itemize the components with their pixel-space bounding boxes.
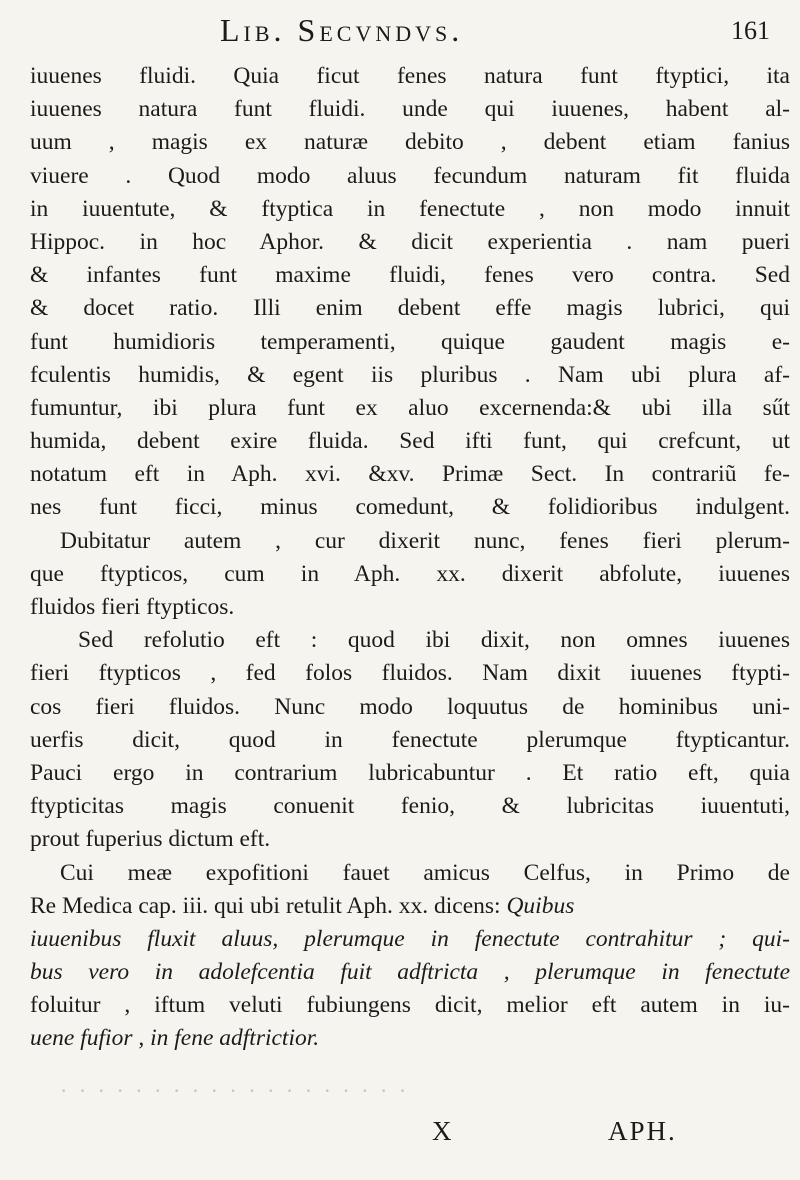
- text-line: Dubitatur autem , cur dixerit nunc, fenes fieri plerum-: [60, 527, 790, 554]
- running-title: Lib. Secvndvs.: [220, 12, 464, 48]
- quote-line: bus vero in adolefcentia fuit adftricta , plerumque in fenectute: [30, 959, 790, 986]
- body-text: [30, 60, 790, 1056]
- text-line: prout fuperius dictum eft.: [30, 826, 271, 853]
- text-line-main: Re Medica cap. iii. qui ubi retulit Aph. xx. dicens:: [30, 892, 501, 919]
- text-line: viuere . Quod modo aluus fecundum naturam fit fluida: [30, 162, 790, 189]
- text-line: foluitur , iftum veluti fubiungens dicit, melior eft autem in iu-: [30, 992, 790, 1019]
- text-line: in iuuentute, & ftyptica in fenectute , non modo innuit: [30, 195, 790, 222]
- quote-lead-in: Quibus: [506, 892, 575, 919]
- text-line: fluidos fieri ftypticos.: [30, 594, 235, 620]
- text-line: humida, debent exire fluida. Sed ifti funt, qui crefcunt, ut: [30, 428, 790, 455]
- catchword: APH.: [608, 1116, 677, 1146]
- text-line: que ftypticos, cum in Aph. xx. dixerit abfolute, iuuenes: [30, 560, 790, 587]
- text-line: iuuenes natura funt fluidi. unde qui iuuenes, habent al-: [30, 96, 790, 123]
- text-line: fumuntur, ibi plura funt ex aluo excernenda:& ubi illa sűt: [30, 394, 790, 421]
- footer: [0, 1116, 800, 1156]
- text-line: ftypticitas magis conuenit fenio, & lubricitas iuuentuti,: [30, 793, 790, 820]
- text-line: & infantes funt maxime fluidi, fenes vero contra. Sed: [30, 262, 790, 289]
- text-line: Sed refolutio eft : quod ibi dixit, non omnes iuuenes: [78, 627, 790, 654]
- text-line: iuuenes fluidi. Quia ficut fenes natura funt ftyptici, ita: [30, 63, 790, 89]
- page-number: 161: [731, 16, 770, 45]
- text-line: [30, 890, 790, 923]
- text-line: Pauci ergo in contrarium lubricabuntur . Et ratio eft, quia: [30, 759, 790, 786]
- text-line: notatum eft in Aph. xvi. &xv. Primæ Sect. In contrariũ fe-: [30, 461, 790, 488]
- signature-mark: X: [432, 1116, 452, 1146]
- text-line: nes funt ficci, minus comedunt, & folidioribus indulgent.: [30, 494, 790, 521]
- quote-line: uene fufior , in fene adftrictior.: [30, 1025, 320, 1052]
- text-line: fculentis humidis, & egent iis pluribus . Nam ubi plura af-: [30, 361, 790, 388]
- text-line: cos fieri fluidos. Nunc modo loquutus de hominibus uni-: [30, 693, 790, 720]
- text-line: & docet ratio. Illi enim debent effe magis lubrici, qui: [30, 295, 790, 322]
- text-line: uum , magis ex naturæ debito , debent etiam fanius: [30, 129, 790, 156]
- running-head: [0, 8, 800, 58]
- quote-line: iuuenibus fluxit aluus, plerumque in fenectute contrahitur ; qui-: [30, 925, 790, 952]
- show-through-text: · · · · · · · · · · · · · · · · · · ·: [60, 1078, 410, 1103]
- text-line: Hippoc. in hoc Aphor. & dicit experientia . nam pueri: [30, 228, 790, 255]
- text-line: uerfis dicit, quod in fenectute plerumque ftypticantur.: [30, 726, 790, 753]
- text-line: fieri ftypticos , fed folos fluidos. Nam dixit iuuenes ftypti-: [30, 660, 790, 687]
- text-line: Cui meæ expofitioni fauet amicus Celfus, in Primo de: [60, 859, 790, 886]
- text-line: funt humidioris temperamenti, quique gaudent magis e-: [30, 328, 790, 355]
